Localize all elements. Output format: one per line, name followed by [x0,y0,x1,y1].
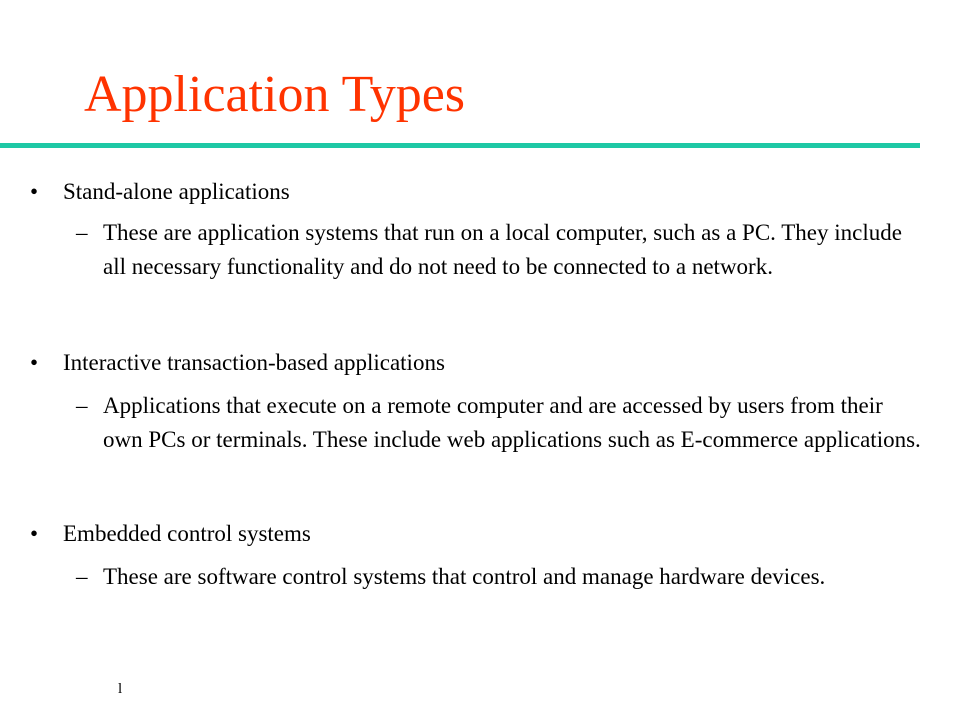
sub-bullet-marker: – [76,393,88,418]
footer-mark: l [118,681,123,697]
sub-bullet-text: These are software control systems that control and manage hardware devices. [103,564,826,589]
bullet-heading: Embedded control systems [63,521,311,546]
bullet-marker: • [30,179,39,204]
slide-title: Application Types [84,66,466,123]
sub-bullet-text: These are application systems that run on a local computer, such as a PC. They include all necessary functionality and do not need to be connected to a network. [103,220,902,279]
sub-bullet-text: Applications that execute on a remote computer and are accessed by users from their own PCs or terminals. These include web applications such as E-commerce applications. [103,393,921,452]
sub-bullet-standalone [76,216,926,284]
bullet-marker: • [30,521,39,546]
title-divider [0,143,920,148]
sub-bullet-embedded [76,560,926,594]
sub-bullet-interactive [76,389,926,457]
sub-bullet-marker: – [76,220,88,245]
bullet-marker: • [30,350,39,375]
bullet-heading: Interactive transaction-based applications [63,350,445,375]
bullet-heading: Stand-alone applications [63,179,290,204]
sub-bullet-marker: – [76,564,88,589]
